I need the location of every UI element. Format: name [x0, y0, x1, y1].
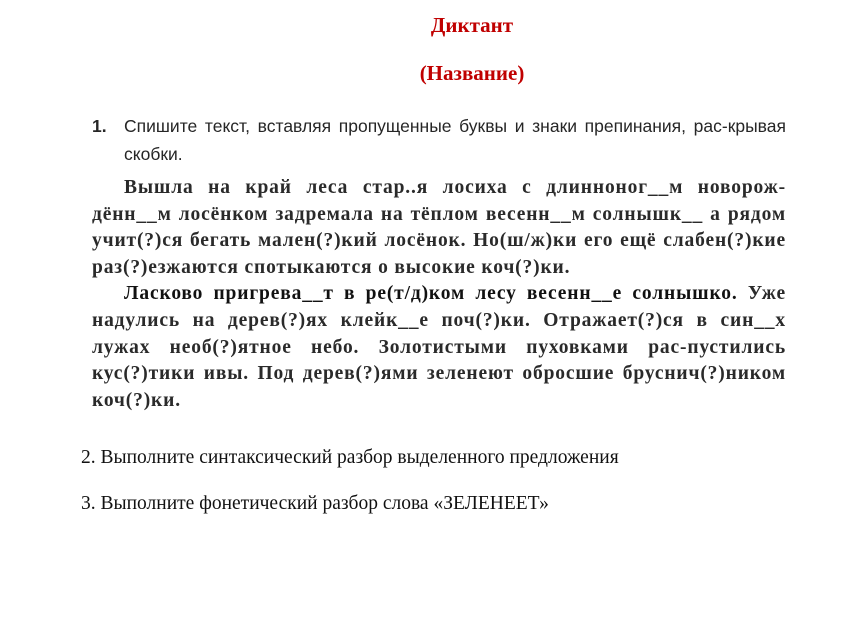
passage-paragraph-2-rest: Уже надулись на дерев(?)ях клейк__е поч(?)ки. Отражает(?)ся в син__х лужах необ(?)ятное небо. Золотистыми пуховками рас-пустились кус(?)тики ивы. Под дерев(?)ями зеленеют обросшие бруснич(?)ником коч(?)ки.	[92, 283, 786, 411]
page-title: Диктант	[430, 13, 514, 37]
passage-paragraph-1: Вышла на край леса стар..я лосиха с длинноног__м новорож-дённ__м лосёнком задремала на тёплом весенн__м солнышк__ а рядом учит(?)ся бегать мален(?)кий лосёнок. Но(ш/ж)ки его ещё слабен(?)кие раз(?)езжаются спотыкаются о высокие коч(?)ки.	[92, 177, 786, 278]
page-subtitle: (Название)	[419, 61, 525, 85]
highlighted-sentence: Ласково пригрева__т в ре(т/д)ком лесу весенн__е солнышко.	[124, 283, 738, 305]
passage-paragraph-2	[92, 281, 786, 414]
task-1-instruction: Спишите текст, вставляя пропущенные буквы и знаки препинания, рас-крывая скобки.	[124, 116, 786, 164]
task-2: 2. Выполните синтаксический разбор выделенного предложения	[81, 447, 619, 468]
scanned-exercise	[92, 112, 786, 414]
dictation-passage	[92, 175, 786, 414]
task-1	[92, 112, 786, 168]
task-3: 3. Выполните фонетический разбор слова «ЗЕЛЕНЕЕТ»	[81, 493, 549, 514]
task-1-number: 1.	[92, 116, 107, 136]
